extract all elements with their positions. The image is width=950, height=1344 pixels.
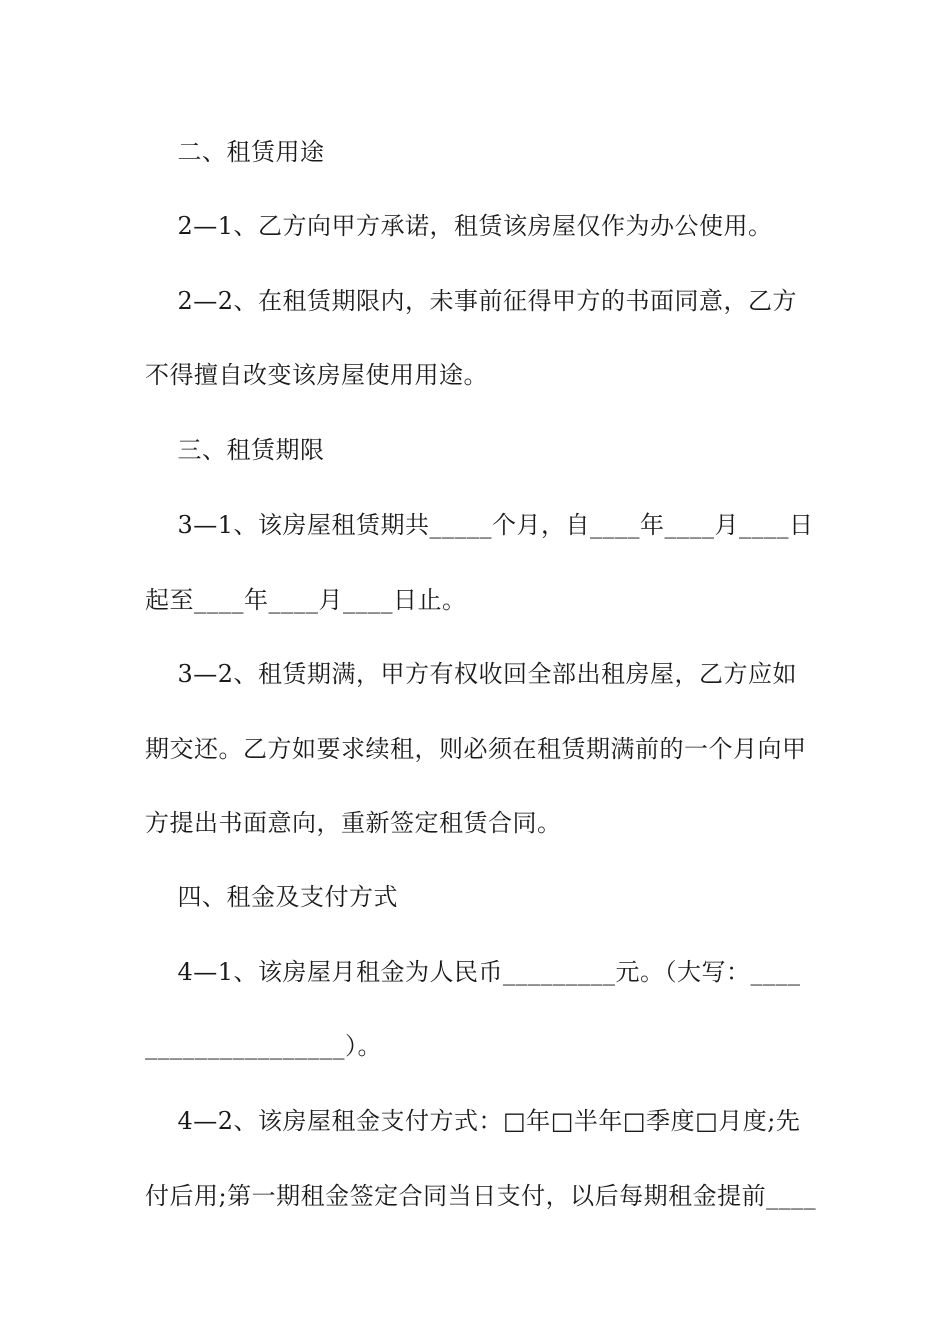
clause-2-2-line-1: 2—2、在租赁期限内，未事前征得甲方的书面同意，乙方 (145, 287, 798, 315)
section-heading-rent-payment: 四、租金及支付方式 (145, 883, 399, 911)
clause-2-2-line-2: 不得擅自改变该房屋使用用途。 (145, 361, 488, 389)
clause-3-2-line-2: 期交还。乙方如要求续租，则必须在租赁期满前的一个月向甲 (145, 735, 807, 763)
clause-4-2-line-1: 4—2、该房屋租金支付方式：□年□半年□季度□月度;先 (145, 1107, 801, 1135)
clause-4-2-line-2: 付后用;第一期租金签定合同当日支付，以后每期租金提前____ (145, 1182, 817, 1210)
clause-3-2-line-3: 方提出书面意向，重新签定租赁合同。 (145, 809, 562, 837)
section-heading-lease-purpose: 二、租赁用途 (145, 138, 325, 166)
clause-3-2-line-1: 3—2、租赁期满，甲方有权收回全部出租房屋，乙方应如 (145, 660, 798, 688)
clause-4-1-line-1: 4—1、该房屋月租金为人民币_________元。（大写：____ (145, 958, 801, 986)
clause-3-1-line-2: 起至____年____月____日止。 (145, 586, 467, 614)
clause-4-1-line-2: ________________）。 (145, 1032, 382, 1060)
section-heading-lease-term: 三、租赁期限 (145, 436, 325, 464)
clause-2-1: 2—1、乙方向甲方承诺，租赁该房屋仅作为办公使用。 (145, 212, 773, 240)
clause-3-1-line-1: 3—1、该房屋租赁期共_____个月，自____年____月____日 (145, 511, 814, 539)
